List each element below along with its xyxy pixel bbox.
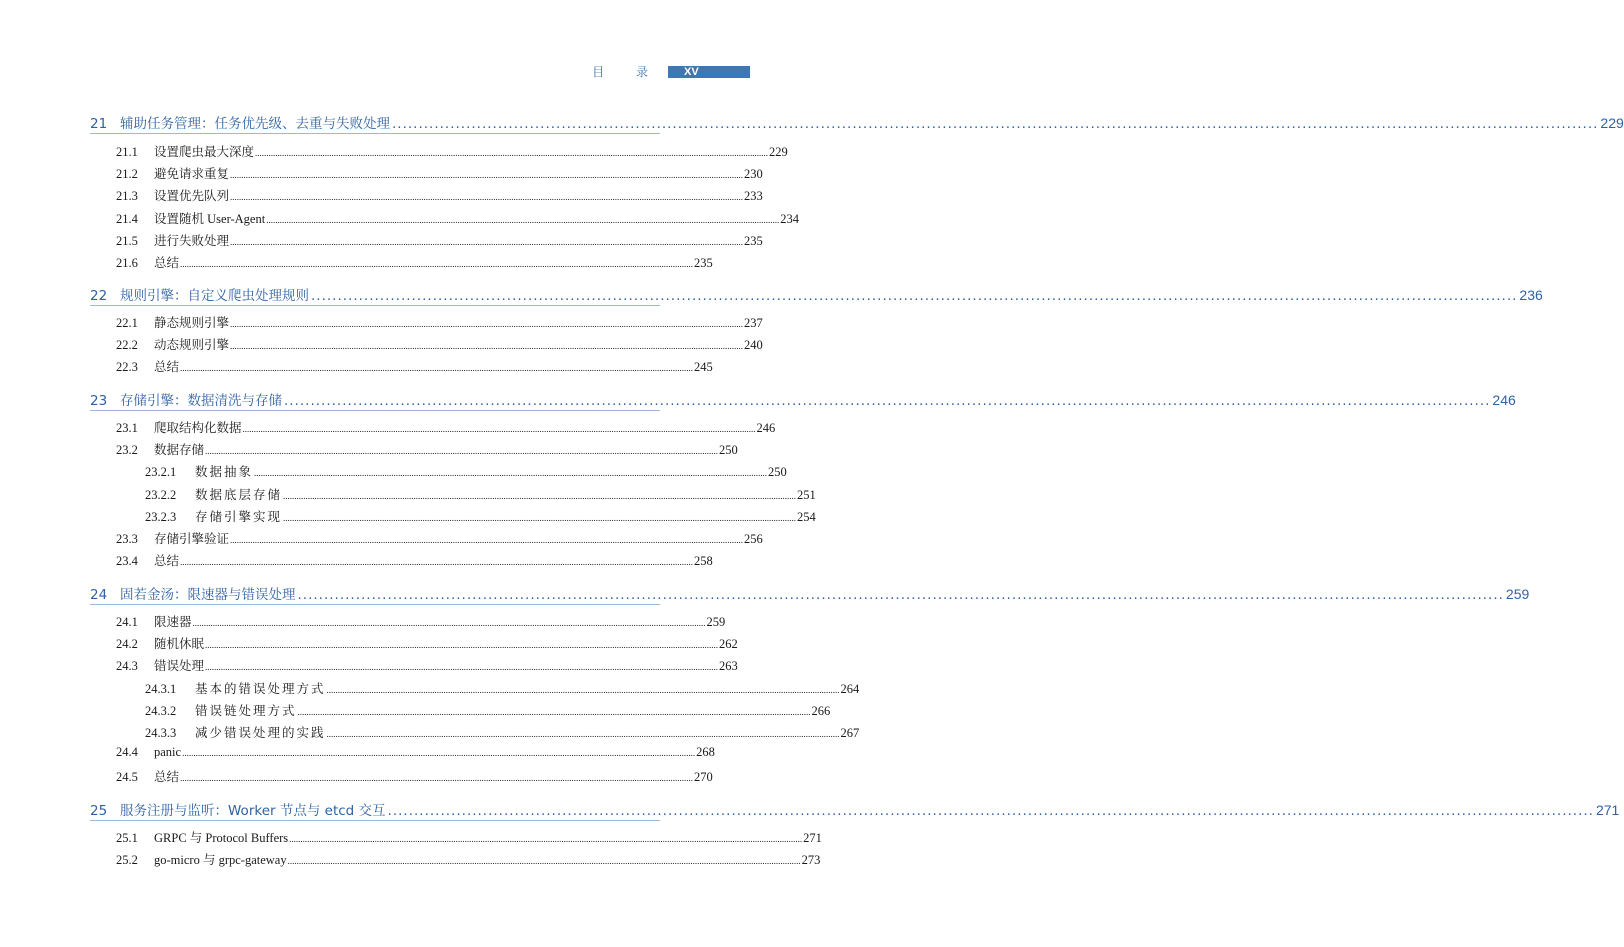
section-number: 24.3.2 <box>145 703 177 718</box>
chapter-title: 服务注册与监听：Worker 节点与 etcd 交互 <box>120 803 386 819</box>
section-title: 数据抽象 <box>195 465 254 480</box>
header-title: 目 录 <box>592 65 662 79</box>
section-title: 数据底层存储 <box>195 487 283 502</box>
dot-leader: .................................................................................................................................................................................................................................... <box>230 192 744 203</box>
section-entry[interactable] <box>116 656 738 674</box>
section-page: 259 <box>706 615 726 629</box>
section-entry[interactable] <box>116 828 822 846</box>
dot-leader: .................................................................................................................................................................................................................................... <box>205 662 719 673</box>
section-page: 264 <box>840 681 860 696</box>
section-number: 23.2.3 <box>145 509 177 524</box>
section-title: 总结 <box>154 554 180 569</box>
chapter-entry[interactable] <box>90 284 1543 304</box>
section-entry[interactable] <box>116 551 713 569</box>
dot-leader: .................................................................................................................................................................................................................................... <box>230 319 744 329</box>
section-title: 设置爬虫最大深度 <box>154 145 255 159</box>
chapter-number: 24 <box>90 587 108 603</box>
subsection-entry[interactable] <box>145 507 816 525</box>
section-page: 235 <box>694 256 713 270</box>
dot-leader: .................................................................................................................................................................................................................................... <box>297 706 811 717</box>
dot-leader: .................................................................................................................................................................................................................................... <box>182 748 696 759</box>
chapter-divider <box>90 820 660 821</box>
section-title: 避免请求重复 <box>154 167 230 182</box>
section-page: 273 <box>801 853 821 868</box>
section-page: 233 <box>744 189 763 204</box>
section-number: 21.4 <box>116 211 138 226</box>
section-page: 263 <box>719 659 738 674</box>
section-number: 25.1 <box>116 831 138 845</box>
section-title: 存储引擎实现 <box>195 509 283 524</box>
chapter-number: 21 <box>90 116 108 132</box>
section-number: 22.1 <box>116 316 138 330</box>
section-number: 21.6 <box>116 256 138 270</box>
section-title: go-micro 与 grpc-gateway <box>154 853 287 868</box>
section-title: 总结 <box>154 770 180 785</box>
section-page: 251 <box>797 487 816 502</box>
section-page: 237 <box>744 316 763 330</box>
section-page: 229 <box>769 145 788 159</box>
dot-leader: .................................................................................................................................................................................................................................... <box>283 512 797 523</box>
chapter-title: 存储引擎：数据清洗与存储 <box>120 393 282 409</box>
section-number: 24.4 <box>116 745 138 760</box>
section-number: 24.3.3 <box>145 726 177 740</box>
section-entry[interactable] <box>116 418 776 436</box>
dot-leader: .................................................................................................................................................................................................................................... <box>392 116 1599 132</box>
section-number: 23.2.1 <box>145 465 177 480</box>
section-number: 22.2 <box>116 338 138 353</box>
section-page: 268 <box>696 745 715 760</box>
dot-leader: .................................................................................................................................................................................................................................... <box>284 393 1491 409</box>
dot-leader: .................................................................................................................................................................................................................................... <box>311 288 1518 304</box>
chapter-page: 246 <box>1492 392 1516 408</box>
section-page: 230 <box>744 167 763 182</box>
chapter-entry[interactable] <box>90 583 1530 603</box>
chapter-divider <box>90 410 660 411</box>
dot-leader: .................................................................................................................................................................................................................................... <box>180 259 694 269</box>
chapter-title: 规则引擎：自定义爬虫处理规则 <box>120 288 309 304</box>
section-number: 21.1 <box>116 145 138 159</box>
subsection-entry[interactable] <box>145 679 860 697</box>
dot-leader: .................................................................................................................................................................................................................................... <box>387 803 1594 819</box>
dot-leader: .................................................................................................................................................................................................................................... <box>180 557 694 568</box>
chapter-page: 229 <box>1600 115 1624 131</box>
section-entry[interactable] <box>116 209 799 227</box>
section-page: 246 <box>756 421 776 435</box>
section-number: 21.5 <box>116 233 138 248</box>
section-page: 258 <box>694 554 713 569</box>
section-entry[interactable] <box>116 313 763 331</box>
section-number: 21.2 <box>116 167 138 182</box>
section-entry[interactable] <box>116 186 763 204</box>
section-number: 24.5 <box>116 770 138 785</box>
chapter-page: 236 <box>1519 287 1543 303</box>
chapter-title: 辅助任务管理：任务优先级、去重与失败处理 <box>120 116 390 132</box>
section-title: 进行失败处理 <box>154 233 230 248</box>
dot-leader: .................................................................................................................................................................................................................................... <box>230 341 744 352</box>
section-title: 爬取结构化数据 <box>154 421 242 435</box>
section-page: 254 <box>797 509 816 524</box>
subsection-entry[interactable] <box>145 485 816 503</box>
section-page: 270 <box>694 770 713 785</box>
section-page: 245 <box>694 360 713 375</box>
chapter-page: 259 <box>1505 586 1530 602</box>
chapter-entry[interactable] <box>90 389 1516 409</box>
dot-leader: .................................................................................................................................................................................................................................... <box>297 587 1504 603</box>
dot-leader: .................................................................................................................................................................................................................................... <box>289 834 803 844</box>
section-title: 设置优先队列 <box>154 189 230 204</box>
chapter-entry[interactable] <box>90 112 1624 132</box>
dot-leader: .................................................................................................................................................................................................................................... <box>242 424 756 434</box>
section-entry[interactable] <box>116 634 738 652</box>
dot-leader: .................................................................................................................................................................................................................................... <box>326 729 840 739</box>
section-title: 基本的错误处理方式 <box>195 681 326 696</box>
dot-leader: .................................................................................................................................................................................................................................... <box>205 640 719 651</box>
section-page: 262 <box>719 637 738 652</box>
chapter-divider <box>90 305 660 306</box>
dot-leader: .................................................................................................................................................................................................................................... <box>283 490 797 501</box>
dot-leader: .................................................................................................................................................................................................................................... <box>255 148 769 158</box>
section-entry[interactable] <box>116 335 763 353</box>
section-title: 静态规则引擎 <box>154 316 230 330</box>
dot-leader: .................................................................................................................................................................................................................................... <box>230 236 744 247</box>
section-page: 235 <box>744 233 763 248</box>
chapter-entry[interactable] <box>90 799 1620 819</box>
dot-leader: .................................................................................................................................................................................................................................... <box>230 535 744 545</box>
section-title: 动态规则引擎 <box>154 338 230 353</box>
section-number: 24.3 <box>116 659 138 674</box>
section-number: 23.1 <box>116 421 138 435</box>
page-header <box>0 64 750 80</box>
section-page: 271 <box>803 831 822 845</box>
section-title: 限速器 <box>154 615 192 629</box>
section-entry[interactable] <box>116 767 713 785</box>
section-page: 250 <box>719 443 738 458</box>
chapter-title: 固若金汤：限速器与错误处理 <box>120 587 296 603</box>
section-title: 错误处理 <box>154 659 205 674</box>
section-entry[interactable] <box>116 253 713 271</box>
section-number: 24.3.1 <box>145 681 177 696</box>
section-number: 23.4 <box>116 554 138 569</box>
dot-leader: .................................................................................................................................................................................................................................... <box>266 214 780 225</box>
section-number: 21.3 <box>116 189 138 204</box>
subsection-entry[interactable] <box>145 723 860 741</box>
section-title: 总结 <box>154 256 180 270</box>
section-page: 250 <box>768 465 787 480</box>
section-page: 240 <box>744 338 763 353</box>
section-page: 256 <box>744 532 763 546</box>
chapter-number: 22 <box>90 288 108 304</box>
dot-leader: .................................................................................................................................................................................................................................... <box>326 684 840 695</box>
section-page: 266 <box>811 703 831 718</box>
subsection-entry[interactable] <box>145 701 831 719</box>
dot-leader: .................................................................................................................................................................................................................................... <box>254 468 768 479</box>
section-title: 总结 <box>154 360 180 375</box>
section-page: 267 <box>840 726 860 740</box>
section-title: 随机休眠 <box>154 637 205 652</box>
section-title: 错误链处理方式 <box>195 703 297 718</box>
page-number-badge: XV <box>668 66 750 78</box>
section-title: 存储引擎验证 <box>154 532 230 546</box>
chapter-number: 25 <box>90 803 108 819</box>
section-entry[interactable] <box>116 231 763 249</box>
section-entry[interactable] <box>116 850 821 868</box>
section-entry[interactable] <box>116 529 763 547</box>
dot-leader: .................................................................................................................................................................................................................................... <box>205 446 719 457</box>
dot-leader: .................................................................................................................................................................................................................................... <box>230 170 744 181</box>
subsection-entry[interactable] <box>145 462 787 480</box>
section-entry[interactable] <box>116 164 763 182</box>
section-number: 23.3 <box>116 532 138 546</box>
dot-leader: .................................................................................................................................................................................................................................... <box>180 363 694 374</box>
chapter-page: 271 <box>1595 802 1620 818</box>
chapter-divider <box>90 604 660 605</box>
section-number: 24.1 <box>116 615 138 629</box>
section-number: 24.2 <box>116 637 138 652</box>
section-entry[interactable] <box>116 745 715 763</box>
chapter-number: 23 <box>90 393 108 409</box>
chapter-divider <box>90 133 660 134</box>
section-title: 设置随机 User-Agent <box>154 211 266 226</box>
dot-leader: .................................................................................................................................................................................................................................... <box>287 856 801 867</box>
section-number: 23.2.2 <box>145 487 177 502</box>
section-title: panic <box>154 745 182 760</box>
dot-leader: .................................................................................................................................................................................................................................... <box>192 618 706 628</box>
section-number: 23.2 <box>116 443 138 458</box>
section-number: 22.3 <box>116 360 138 375</box>
section-page: 234 <box>780 211 799 226</box>
section-number: 25.2 <box>116 853 138 868</box>
section-entry[interactable] <box>116 440 738 458</box>
section-title: GRPC 与 Protocol Buffers <box>154 831 289 845</box>
section-entry[interactable] <box>116 612 726 630</box>
section-entry[interactable] <box>116 142 788 160</box>
section-title: 减少错误处理的实践 <box>195 726 326 740</box>
section-title: 数据存储 <box>154 443 205 458</box>
section-entry[interactable] <box>116 357 713 375</box>
dot-leader: .................................................................................................................................................................................................................................... <box>180 773 694 784</box>
